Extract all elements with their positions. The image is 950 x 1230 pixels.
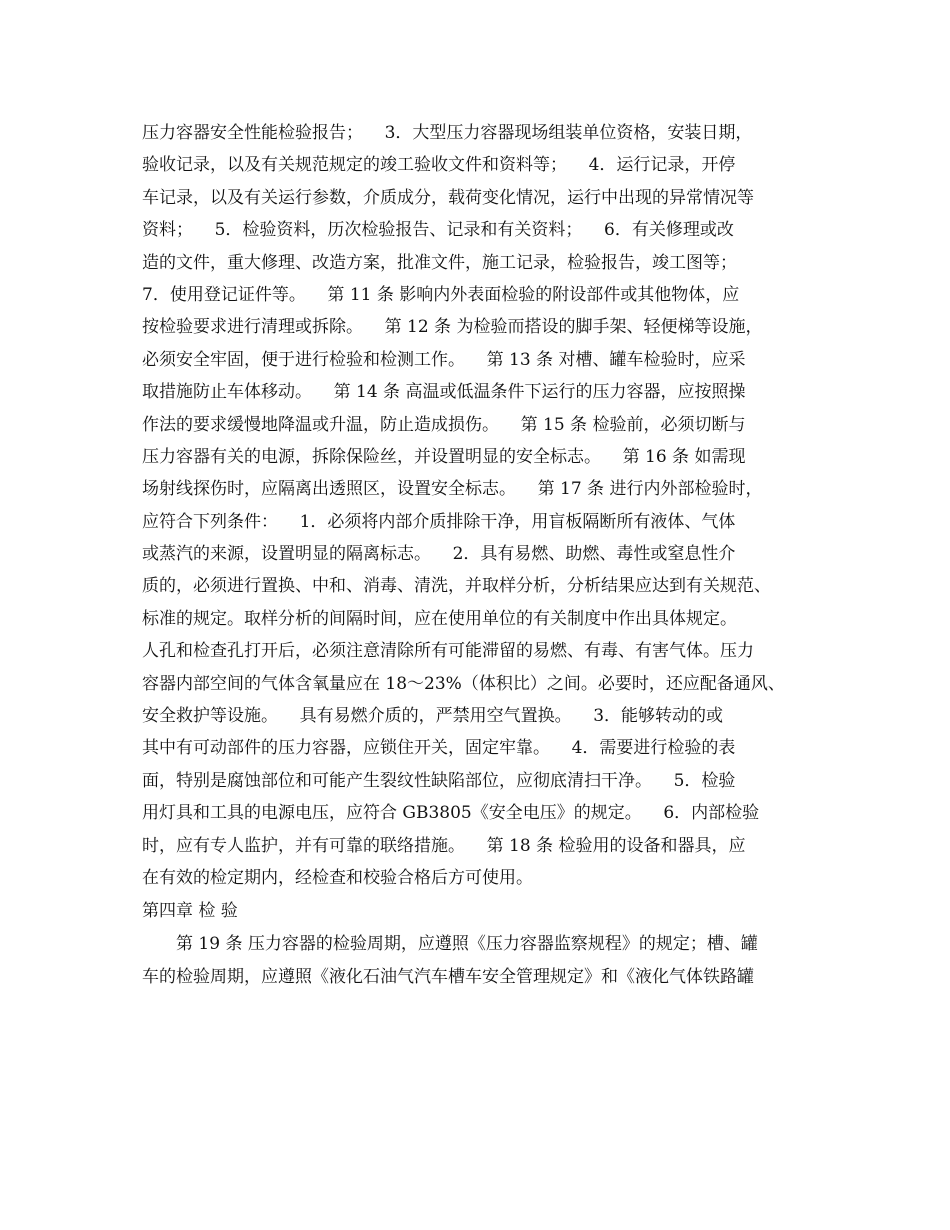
body-line-9: 取措施防止车体移动。 第 14 条 高温或低温条件下运行的压力容器，应按照操 [142,382,746,403]
body-line-22: 用灯具和工具的电源电压，应符合 GB3805《安全电压》的规定。 6．内部检验 [142,803,760,824]
body-line-5: 造的文件，重大修理、改造方案，批准文件，施工记录，检验报告，竣工图等； [142,252,737,273]
body-line-10: 作法的要求缓慢地降温或升温，防止造成损伤。 第 15 条 检验前，必须切断与 [142,414,746,435]
body-line-23: 时，应有专人监护，并有可靠的联络措施。 第 18 条 检验用的设备和器具，应 [142,835,746,856]
body-line-17: 人孔和检查孔打开后，必须注意清除所有可能滞留的易燃、有毒、有害气体。压力 [142,641,754,662]
body-line-1: 压力容器安全性能检验报告； 3．大型压力容器现场组装单位资格，安装日期， [142,123,753,143]
body-line-12: 场射线探伤时，应隔离出透照区，设置安全标志。 第 17 条 进行内外部检验时， [142,479,763,500]
body-line-4: 资料； 5．检验资料，历次检验报告、记录和有关资料； 6．有关修理或改 [142,220,734,241]
body-line-6: 7．使用登记证件等。 第 11 条 影响内外表面检验的附设部件或其他物体，应 [142,284,740,305]
body-line-3: 车记录，以及有关运行参数，介质成分，载荷变化情况，运行中出现的异常情况等 [142,187,754,208]
body-line-18: 容器内部空间的气体含氧量应在 18～23%（体积比）之间。必要时，还应配备通风、 [142,673,785,694]
body-line-21: 面，特别是腐蚀部位和可能产生裂纹性缺陷部位，应彻底清扫干净。 5．检验 [142,770,736,791]
body-line-20: 其中有可动部件的压力容器，应锁住开关，固定牢靠。 4．需要进行检验的表 [142,738,736,759]
body-line-16: 标准的规定。取样分析的间隔时间，应在使用单位的有关制度中作出具体规定。 [142,608,737,629]
body-line-8: 必须安全牢固，便于进行检验和检测工作。 第 13 条 对槽、罐车检验时，应采 [142,349,746,370]
body-line-13: 应符合下列条件： 1．必须将内部介质排除干净，用盲板隔断所有液体、气体 [142,511,736,532]
body-line-11: 压力容器有关的电源，拆除保险丝，并设置明显的安全标志。 第 16 条 如需现 [142,446,746,467]
paragraph-line-2: 车的检验周期，应遵照《液化石油气汽车槽车安全管理规定》和《液化气体铁路罐 [142,966,754,987]
body-line-7: 按检验要求进行清理或拆除。 第 12 条 为检验而搭设的脚手架、轻便梯等设施， [142,317,763,338]
paragraph-line-1: 第 19 条 压力容器的检验周期，应遵照《压力容器监察规程》的规定；槽、罐 [176,934,758,955]
body-line-2: 验收记录，以及有关规范规定的竣工验收文件和资料等； 4．运行记录，开停 [142,155,736,176]
chapter-heading: 第四章 检 验 [142,901,238,922]
body-line-19: 安全救护等设施。 具有易燃介质的，严禁用空气置换。 3．能够转动的或 [142,706,724,727]
document-body [142,117,822,993]
body-line-24: 在有效的检定期内，经检查和校验合格后方可使用。 [142,867,533,888]
body-line-15: 质的，必须进行置换、中和、消毒、清洗，并取样分析，分析结果应达到有关规范、 [142,576,771,597]
body-line-14: 或蒸汽的来源，设置明显的隔离标志。 2．具有易燃、助燃、毒性或窒息性介 [142,544,736,565]
